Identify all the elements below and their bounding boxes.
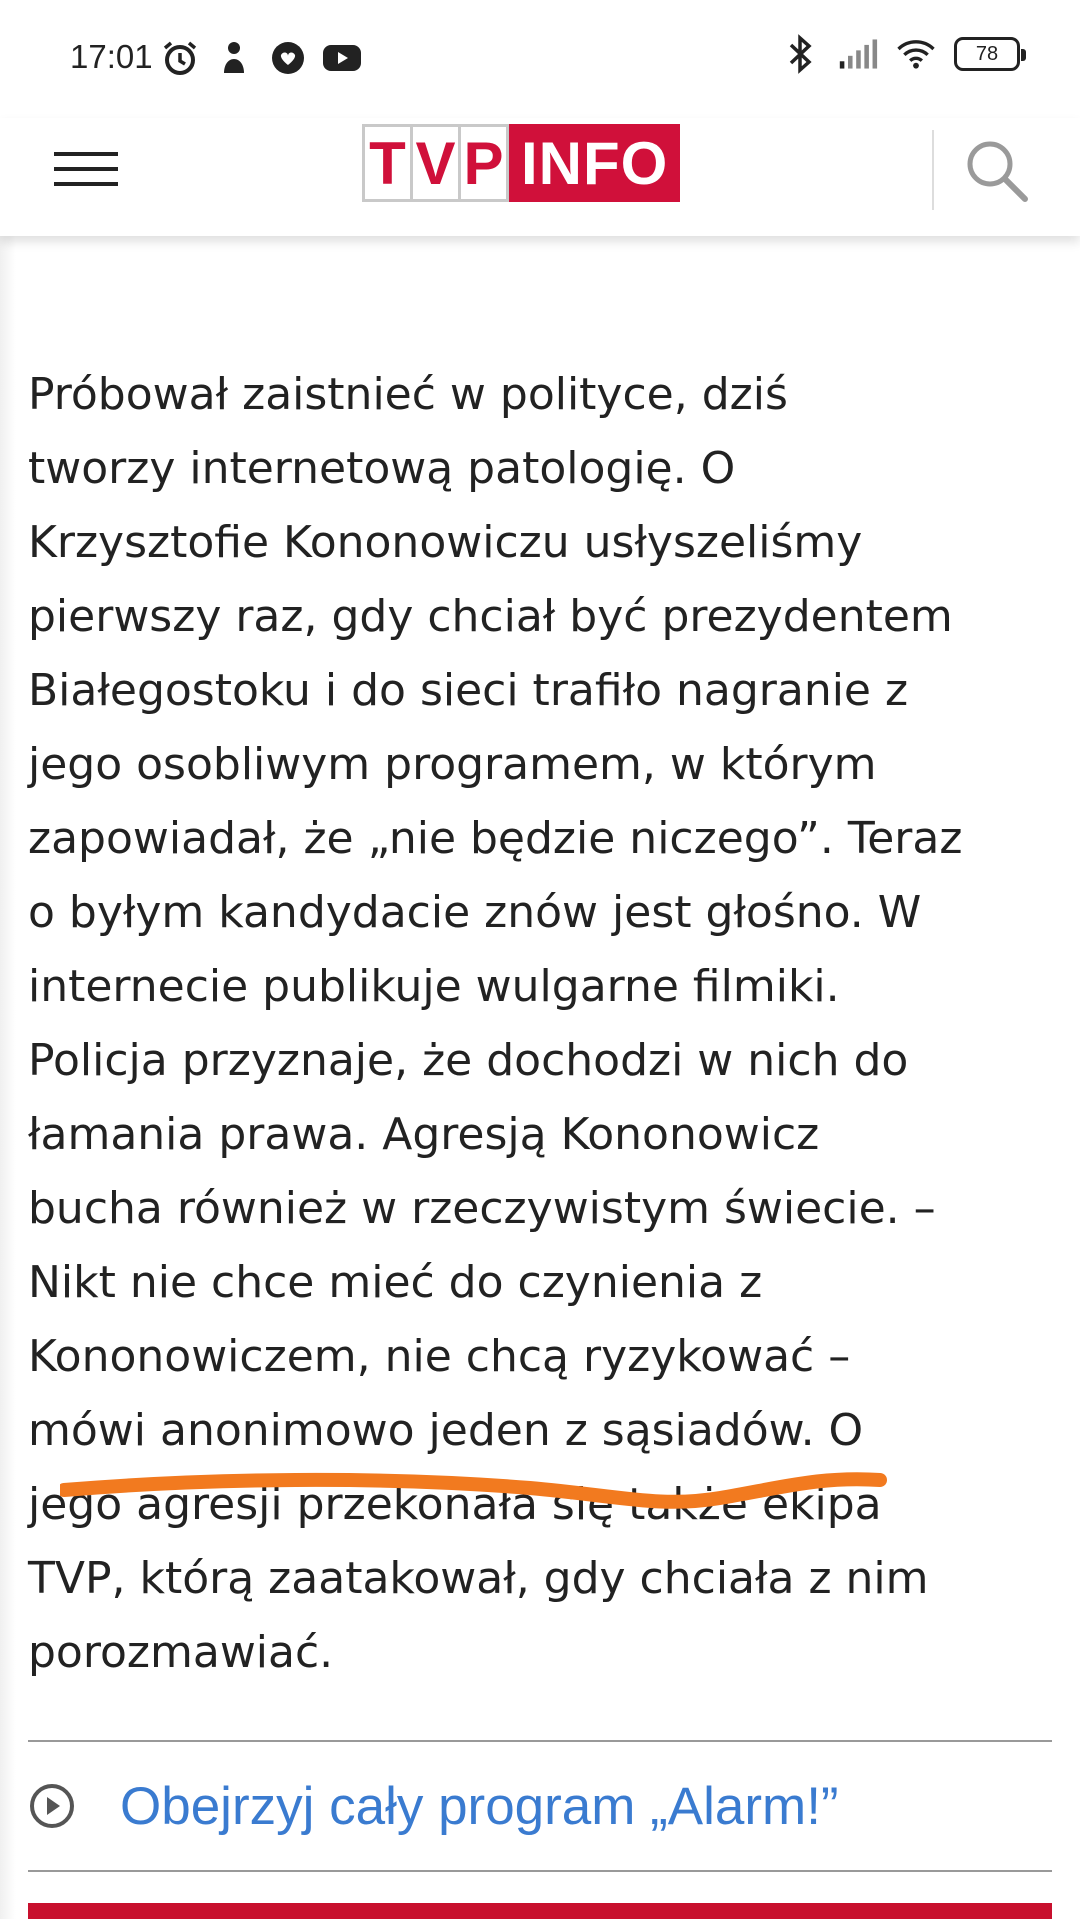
logo-info-block: INFO [509, 124, 680, 202]
left-edge-shadow [0, 236, 16, 1919]
tvp-info-logo[interactable] [362, 124, 680, 202]
article-line: pierwszy raz, gdy chciał być prezydentem [28, 591, 953, 642]
logo-letter-t: T [365, 127, 410, 199]
divider-bottom [28, 1870, 1052, 1872]
article-line: porozmawiać. [28, 1627, 334, 1678]
logo-tvp-block [362, 124, 509, 202]
watch-program-link[interactable] [28, 1766, 1052, 1846]
alarm-icon [160, 38, 200, 78]
article-line: Białegostoku i do sieci trafiło nagranie z [28, 665, 909, 716]
bottom-red-band [28, 1903, 1052, 1919]
heart-icon [268, 38, 308, 78]
bluetooth-icon [780, 34, 820, 74]
status-right-icons [780, 34, 1020, 74]
article-line: jego osobliwym programem, w którym [28, 739, 877, 790]
watch-program-label[interactable]: Obejrzyj cały program „Alarm!” [120, 1776, 839, 1836]
youtube-icon [322, 38, 362, 78]
status-time: 17:01 [70, 38, 153, 75]
logo-letter-v: V [413, 127, 458, 199]
wifi-icon [896, 34, 936, 74]
article-line: tworzy internetową patologię. O [28, 443, 736, 494]
status-left-icons [160, 38, 362, 78]
article-line: łamania prawa. Agresją Kononowicz [28, 1109, 820, 1160]
article-line: jego agresji przekonała się także ekipa [28, 1479, 882, 1530]
header-divider [932, 130, 934, 210]
article-line: zapowiadał, że „nie będzie niczego”. Teraz [28, 813, 963, 864]
article-line: mówi anonimowo jeden z sąsiadów. O [28, 1405, 864, 1456]
search-icon[interactable] [962, 136, 1032, 206]
play-circle-icon [28, 1782, 76, 1830]
notification-icon [214, 38, 254, 78]
logo-letter-p: P [461, 127, 506, 199]
article-line: o byłym kandydacie znów jest głośno. W [28, 887, 922, 938]
divider-top [28, 1740, 1052, 1742]
article-line: Krzysztofie Kononowiczu usłyszeliśmy [28, 517, 863, 568]
site-header [0, 118, 1080, 236]
battery-indicator: 78 [954, 37, 1020, 71]
article-line: Kononowiczem, nie chcą ryzykować – [28, 1331, 851, 1382]
article-line: Próbował zaistnieć w polityce, dziś [28, 369, 788, 420]
article-line: Nikt nie chce mieć do czynienia z [28, 1257, 763, 1308]
cellular-signal-icon [838, 34, 878, 74]
article-line: bucha również w rzeczywistym świecie. – [28, 1183, 936, 1234]
article-lead [28, 358, 1058, 1690]
hamburger-icon[interactable] [54, 152, 120, 200]
status-bar [0, 0, 1080, 118]
article-line: internecie publikuje wulgarne filmiki. [28, 961, 840, 1012]
article-line: Policja przyznaje, że dochodzi w nich do [28, 1035, 909, 1086]
article-line: TVP, którą zaatakował, gdy chciała z nim [28, 1553, 929, 1604]
